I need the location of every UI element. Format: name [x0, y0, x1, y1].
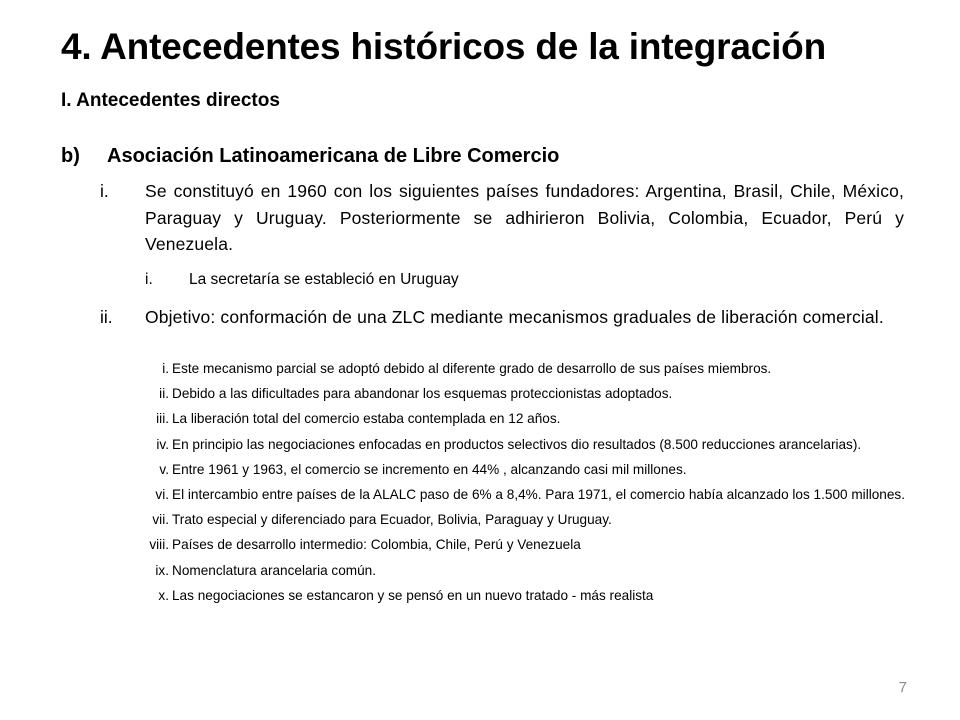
list-item-text: El intercambio entre países de la ALALC paso de 6% a 8,4%. Para 1971, el comercio había alcanzado los 1.500 millones. [172, 486, 905, 502]
list-item [136, 510, 905, 529]
point-i [98, 178, 904, 258]
list-item-marker: vii. [152, 512, 169, 528]
list-item-marker: v. [159, 461, 169, 477]
list-item-text: Países de desarrollo intermedio: Colombia, Chile, Perú y Venezuela [172, 537, 581, 553]
list-item-text: Entre 1961 y 1963, el comercio se incremento en 44% , alcanzando casi mil millones. [172, 461, 687, 477]
point-text: Se constituyó en 1960 con los siguientes países fundadores: Argentina, Brasil, Chile, México, Paraguay y Uruguay. Posteriormente se adhirieron Bolivia, Colombia, Ecuador, Perú y Venezuela. [145, 181, 904, 254]
list-item-marker: ix. [155, 562, 169, 578]
list-item [136, 485, 905, 504]
list-item [136, 359, 905, 378]
point-marker: ii. [100, 307, 113, 327]
list-item [136, 435, 905, 454]
list-item [136, 535, 905, 554]
list-item-text: Nomenclatura arancelaria común. [172, 562, 377, 578]
point-text: Objetivo: conformación de una ZLC mediante mecanismos graduales de liberación comercial. [145, 307, 884, 327]
point-marker: i. [100, 181, 109, 201]
list-item-marker: i. [162, 361, 169, 376]
section-heading [61, 142, 559, 170]
list-item [136, 460, 905, 479]
list-item-marker: iii. [156, 411, 169, 427]
list-item-text: Trato especial y diferenciado para Ecuador, Bolivia, Paraguay y Uruguay. [172, 512, 612, 528]
list-item-marker: iv. [156, 436, 169, 452]
list-item-marker: x. [158, 587, 169, 603]
list-item-text: Este mecanismo parcial se adoptó debido al diferente grado de desarrollo de sus países miembros. [172, 361, 772, 376]
point-i-subpoint [145, 267, 905, 293]
point-ii [98, 304, 904, 331]
list-item-text: En principio las negociaciones enfocadas en productos selectivos dio resultados (8.500 reducciones arancelarias). [172, 436, 862, 452]
list-item-marker: viii. [149, 537, 169, 553]
list-item [136, 586, 905, 605]
list-item [136, 409, 905, 428]
list-item [136, 384, 905, 403]
subpoint-text: La secretaría se estableció en Uruguay [189, 271, 459, 288]
list-item-text: Las negociaciones se estancaron y se pensó en un nuevo tratado - más realista [172, 587, 654, 603]
list-item-marker: ii. [159, 386, 169, 402]
section-marker: b) [61, 145, 80, 167]
list-item [136, 561, 905, 580]
section-title: Asociación Latinoamericana de Libre Comercio [107, 145, 560, 167]
page-number: 7 [898, 679, 907, 696]
list-item-text: La liberación total del comercio estaba contemplada en 12 años. [172, 411, 561, 427]
slide-subtitle: I. Antecedentes directos [61, 90, 280, 111]
point-ii-sublist [136, 359, 905, 611]
subpoint-marker: i. [145, 271, 153, 288]
list-item-marker: vi. [155, 486, 169, 502]
list-item-text: Debido a las dificultades para abandonar los esquemas proteccionistas adoptados. [172, 386, 673, 402]
slide-title: 4. Antecedentes históricos de la integración [61, 26, 826, 67]
